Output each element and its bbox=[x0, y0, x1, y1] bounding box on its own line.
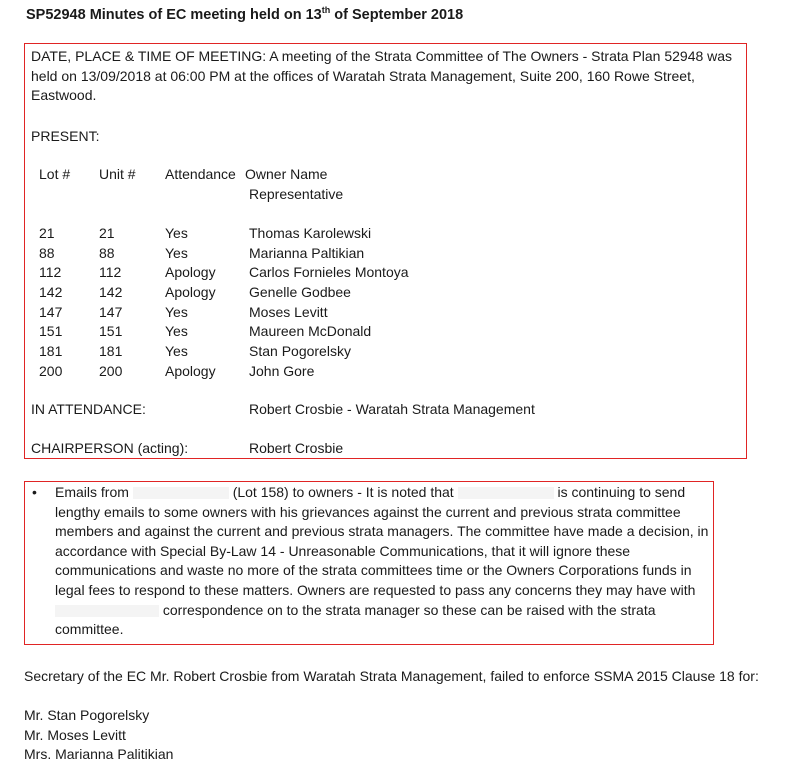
name-item: Mr. Stan Pogorelsky bbox=[24, 707, 150, 723]
chairperson-label: CHAIRPERSON (acting): bbox=[31, 440, 189, 456]
row-unit: 151 bbox=[99, 323, 123, 339]
row-lot: 142 bbox=[39, 284, 63, 300]
chairperson-value: Robert Crosbie bbox=[249, 440, 344, 456]
row-lot: 181 bbox=[39, 343, 63, 359]
header-lot: Lot # bbox=[39, 166, 71, 182]
meeting-details-box bbox=[24, 43, 747, 459]
header-representative: Representative bbox=[249, 186, 344, 202]
name-item: Mrs. Marianna Palitikian bbox=[24, 746, 174, 762]
in-attendance-label: IN ATTENDANCE: bbox=[31, 401, 146, 417]
row-owner-name: Stan Pogorelsky bbox=[249, 343, 351, 359]
row-unit: 88 bbox=[99, 245, 115, 261]
row-owner-name: Genelle Godbee bbox=[249, 284, 351, 300]
row-attendance: Yes bbox=[165, 323, 188, 339]
row-attendance: Yes bbox=[165, 343, 188, 359]
row-attendance: Apology bbox=[165, 363, 216, 379]
row-lot: 112 bbox=[39, 264, 62, 280]
document-title: SP52948 Minutes of EC meeting held on 13th of September 2018 bbox=[26, 5, 464, 23]
row-attendance: Yes bbox=[165, 304, 188, 320]
row-unit: 181 bbox=[99, 343, 123, 359]
bullet-icon: • bbox=[32, 484, 37, 500]
row-owner-name: Maureen McDonald bbox=[249, 323, 372, 339]
row-unit: 21 bbox=[99, 225, 115, 241]
row-lot: 200 bbox=[39, 363, 63, 379]
row-unit: 142 bbox=[99, 284, 123, 300]
header-owner: Owner Name bbox=[245, 166, 328, 182]
row-attendance: Apology bbox=[165, 284, 216, 300]
emails-notice-box bbox=[24, 481, 714, 645]
emails-notice-text: Emails from (Lot 158) to owners - It is noted that is continuing to send lengthy emails to some owners with his grievances against the current and previous strata committee members and against the current and previous strata managers. The committee have made a decision, in accordance with Special By-Law 14 - Unreasonable Communications, that it will ignore these communications and waste no more of the strata committees time or the Owners Corporations funds in legal fees to respond to these matters. Owners are requested to pass any concerns they may have with correspondence on to the strata manager so these can be raised with the strata committee. bbox=[55, 484, 709, 638]
row-unit: 147 bbox=[99, 304, 123, 320]
redacted-name bbox=[133, 487, 229, 499]
row-lot: 147 bbox=[39, 304, 63, 320]
row-unit: 112 bbox=[99, 264, 122, 280]
row-owner-name: Carlos Fornieles Montoya bbox=[249, 264, 409, 280]
present-label: PRESENT: bbox=[31, 128, 100, 144]
row-attendance: Apology bbox=[165, 264, 216, 280]
row-unit: 200 bbox=[99, 363, 123, 379]
header-attendance: Attendance bbox=[165, 166, 236, 182]
row-owner-name: Moses Levitt bbox=[249, 304, 328, 320]
row-lot: 151 bbox=[39, 323, 63, 339]
name-item: Mr. Moses Levitt bbox=[24, 727, 126, 743]
row-lot: 88 bbox=[39, 245, 55, 261]
row-owner-name: Thomas Karolewski bbox=[249, 225, 372, 241]
meeting-intro: DATE, PLACE & TIME OF MEETING: A meeting of the Strata Committee of The Owners - Strata Plan 52948 was held on 13/09/2018 at 06:00 PM at the offices of Waratah Strata Management, Suite 200, 160 Rowe Street, Eastwood. bbox=[31, 48, 733, 104]
header-unit: Unit # bbox=[99, 166, 136, 182]
in-attendance-value: Robert Crosbie - Waratah Strata Management bbox=[249, 401, 535, 417]
row-attendance: Yes bbox=[165, 225, 188, 241]
secretary-statement: Secretary of the EC Mr. Robert Crosbie from Waratah Strata Management, failed to enforce SSMA 2015 Clause 18 for: bbox=[24, 668, 759, 684]
row-lot: 21 bbox=[39, 225, 55, 241]
row-attendance: Yes bbox=[165, 245, 188, 261]
row-owner-name: John Gore bbox=[249, 363, 315, 379]
row-owner-name: Marianna Paltikian bbox=[249, 245, 365, 261]
redacted-name bbox=[458, 487, 554, 499]
redacted-name bbox=[55, 605, 159, 617]
